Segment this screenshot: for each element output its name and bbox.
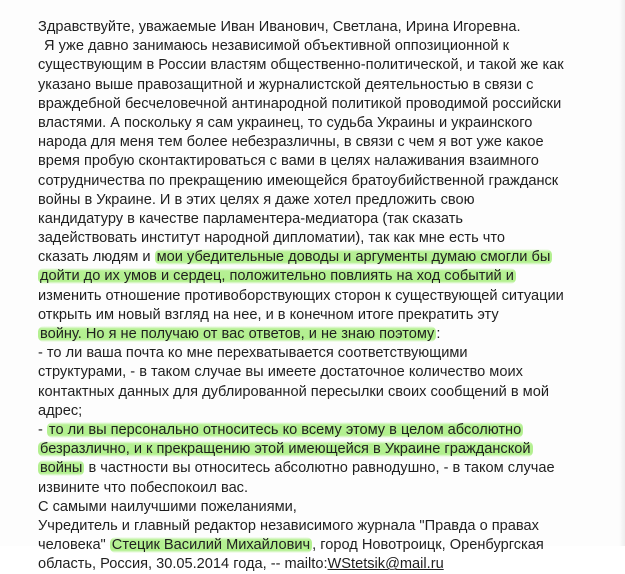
highlighted-text: безразлично, и к прекращению этой имеющейся в Украине гражданской: [40, 441, 531, 458]
letter-line: сказать людям и мои убедительные доводы и аргументы думаю смогли бы: [38, 249, 551, 266]
highlighted-author-name: Стецик Василий Михайлович: [111, 537, 311, 554]
letter-line: кандидатуру в качестве парламентера-медиатора (так сказать: [38, 210, 463, 227]
page-edge-shadow: [619, 0, 625, 546]
letter-line: народа для меня тем более небезразличны, в связи с чем я вот уже какое: [38, 134, 544, 151]
letter-line: задействовать институт народной дипломатии), так как мне есть что: [38, 230, 505, 247]
letter-line: открыть им новый взгляд на нее, и в конечном итоге прекратить эту: [38, 306, 499, 323]
letter-line: существующим в России властям общественно-политической, и такой же как: [38, 57, 564, 74]
highlighted-text: войну. Но я не получаю от вас ответов, и не знаю поэтому: [40, 326, 435, 342]
highlighted-text: то ли вы персонально относитесь ко всему этому в целом абсолютно: [48, 421, 522, 438]
letter-line: войны в Украине. И в этих целях я даже хотел предложить свою: [38, 191, 475, 208]
letter-line: враждебной бесчеловечной антинародной политикой проводимой российски: [38, 95, 562, 112]
letter-line: Я уже давно занимаюсь независимой объективной оппозиционной к: [44, 38, 509, 55]
highlighted-text: войны: [40, 460, 83, 477]
letter-line: контактных данных для дублированной пересылки своих сообщений в мой: [38, 383, 549, 400]
letter-line: адрес;: [38, 402, 83, 419]
letter-signature-line: область, Россия, 30.05.2014 года, -- mailto:WStetsik@mail.ru: [38, 556, 444, 573]
letter-body: [38, 18, 618, 574]
letter-line: время пробую сконтактироваться с вами в целях налаживания взаимного: [38, 153, 539, 170]
letter-line: структурами, - в таком случае вы имеете достаточное количество моих: [38, 364, 523, 381]
letter-line: извините что побеспокоил вас.: [38, 479, 249, 496]
email-link[interactable]: WStetsik@mail.ru: [327, 556, 444, 573]
letter-line: войну. Но я не получаю от вас ответов, и не знаю поэтому :: [40, 326, 441, 342]
letter-closing: С самыми наилучшими пожеланиями,: [38, 498, 297, 515]
letter-line: сотрудничества по прекращению имеющейся братоубийственной гражданск: [38, 172, 559, 189]
letter-line: изменить отношение противоборствующих сторон к существующей ситуации: [38, 287, 564, 304]
letter-signature-line: Учредитель и главный редактор независимого журнала "Правда о правах: [38, 517, 539, 534]
highlighted-text: дойти до их умов и сердец, положительно повлиять на ход событий и: [40, 268, 514, 285]
letter-line: [38, 440, 618, 459]
letter-signature-line: человека" Стецик Василий Михайлович , город Новотроицк, Оренбургская: [38, 537, 544, 554]
letter-line: - то ли ваша почта ко мне перехватывается соответствующими: [38, 345, 468, 362]
letter-line: войны в частности вы относитесь абсолютно равнодушно, - в таком случае: [40, 460, 555, 477]
letter-greeting: Здравствуйте, уважаемые Иван Иванович, Светлана, Ирина Игоревна.: [38, 19, 521, 35]
highlighted-text: мои убедительные доводы и аргументы думаю смогли бы: [156, 249, 551, 266]
letter-line: указано выше правозащитной и журналистской деятельностью в связи с: [38, 76, 534, 93]
letter-line: [38, 267, 618, 286]
letter-line: - то ли вы персонально относитесь ко всему этому в целом абсолютно: [38, 421, 522, 438]
letter-line: властями. А поскольку я сам украинец, то судьба Украины и украинского: [38, 114, 533, 131]
